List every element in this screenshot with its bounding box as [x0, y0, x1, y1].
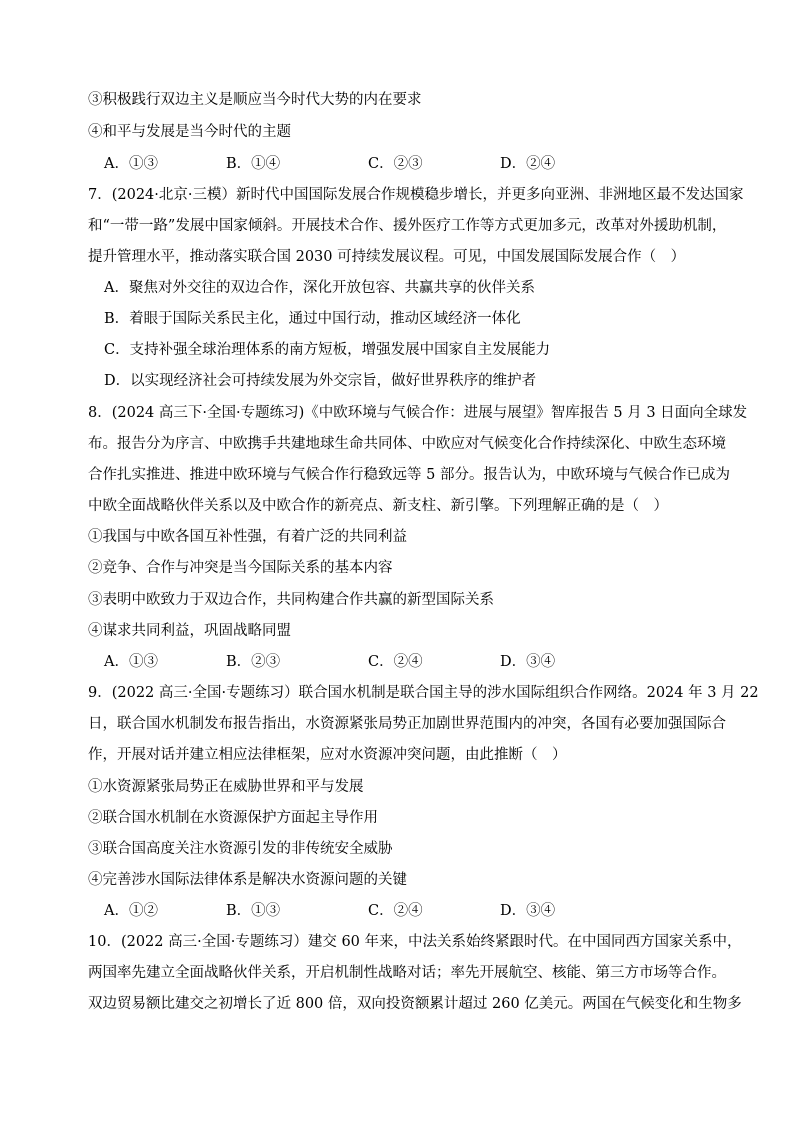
- q7-stem-line-2: 和“一带一路”发展中国家倾斜。开展技术合作、援外医疗工作等方式更加多元，改革对外援助机制，: [88, 218, 727, 234]
- q8-options: [104, 652, 704, 672]
- q9-stem-line-1: 9．(2022 高三·全国·专题练习）联合国水机制是联合国主导的涉水国际组织合作网络。2024 年 3 月 22: [88, 685, 759, 701]
- q9-statement-4: ④完善涉水国际法律体系是解决水资源问题的关键: [88, 872, 407, 888]
- q8-statement-4: ④谋求共同利益，巩固战略同盟: [88, 623, 291, 639]
- q8-option-b[interactable]: B．②③: [226, 654, 281, 670]
- q9-stem-line-2: 日，联合国水机制发布报告指出，水资源紧张局势正加剧世界范围内的冲突，各国有必要加强国际合: [88, 716, 726, 732]
- q6-statement-3: ③积极践行双边主义是顺应当今时代大势的内在要求: [88, 92, 422, 108]
- q8-option-a[interactable]: A．①③: [104, 654, 158, 670]
- q6-option-b[interactable]: B．①④: [226, 156, 281, 172]
- q8-statement-3: ③表明中欧致力于双边合作，共同构建合作共赢的新型国际关系: [88, 592, 494, 608]
- q6-options: [104, 154, 704, 174]
- q9-option-a[interactable]: A．①②: [104, 903, 158, 919]
- q8-stem-line-1: 8．(2024 高三下·全国·专题练习)《中欧环境与气候合作：进展与展望》智库报告 5 月 3 日面向全球发: [88, 405, 748, 421]
- q10-stem-line-3: 双边贸易额比建交之初增长了近 800 倍，双向投资额累计超过 260 亿美元。两国在气候变化和生物多: [88, 996, 742, 1012]
- q8-stem-line-3: 合作扎实推进、推进中欧环境与气候合作行稳致远等 5 部分。报告认为，中欧环境与气候合作已成为: [88, 467, 730, 483]
- q8-option-d[interactable]: D．③④: [500, 654, 556, 670]
- q9-option-b[interactable]: B．①③: [226, 903, 281, 919]
- q9-option-d[interactable]: D．③④: [500, 903, 556, 919]
- q8-stem-line-2: 布。报告分为序言、中欧携手共建地球生命共同体、中欧应对气候变化合作持续深化、中欧生态环境: [88, 436, 726, 452]
- q7-stem-line-1: 7．(2024·北京·三模）新时代中国国际发展合作规模稳步增长，并更多向亚洲、非洲地区最不发达国家: [88, 187, 744, 203]
- q7-option-c[interactable]: C．支持补强全球治理体系的南方短板，增强发展中国家自主发展能力: [104, 342, 551, 358]
- q7-stem-line-3: 提升管理水平，推动落实联合国 2030 可持续发展议程。可见，中国发展国际发展合作（ ）: [88, 249, 686, 265]
- q8-statement-2: ②竞争、合作与冲突是当今国际关系的基本内容: [88, 560, 393, 576]
- q8-stem-line-4: 中欧全面战略伙伴关系以及中欧合作的新亮点、新支柱、新引擎。下列理解正确的是（ ）: [88, 498, 668, 514]
- q6-statement-4: ④和平与发展是当今时代的主题: [88, 124, 291, 140]
- q9-statement-2: ②联合国水机制在水资源保护方面起主导作用: [88, 810, 378, 826]
- q8-option-c[interactable]: C．②④: [368, 654, 423, 670]
- q10-stem-line-1: 10．(2022 高三·全国·专题练习）建交 60 年来，中法关系始终紧跟时代。在中国同西方国家关系中，: [88, 934, 742, 950]
- q6-option-d[interactable]: D．②④: [500, 156, 556, 172]
- q7-option-a[interactable]: A．聚焦对外交往的双边合作，深化开放包容、共赢共享的伙伴关系: [104, 280, 535, 296]
- q10-stem-line-2: 两国率先建立全面战略伙伴关系，开启机制性战略对话；率先开展航空、核能、第三方市场等合作。: [88, 965, 726, 981]
- q9-statement-3: ③联合国高度关注水资源引发的非传统安全威胁: [88, 841, 393, 857]
- q9-options: [104, 901, 704, 921]
- q6-option-c[interactable]: C．②③: [368, 156, 423, 172]
- q9-stem-line-3: 作，开展对话并建立相应法律框架，应对水资源冲突问题，由此推断（ ）: [88, 747, 567, 763]
- q9-option-c[interactable]: C．②④: [368, 903, 423, 919]
- q9-statement-1: ①水资源紧张局势正在威胁世界和平与发展: [88, 779, 364, 795]
- q7-option-d[interactable]: D．以实现经济社会可持续发展为外交宗旨，做好世界秩序的维护者: [104, 373, 537, 389]
- q8-statement-1: ①我国与中欧各国互补性强，有着广泛的共同利益: [88, 529, 407, 545]
- q6-option-a[interactable]: A．①③: [104, 156, 158, 172]
- q7-option-b[interactable]: B．着眼于国际关系民主化，通过中国行动，推动区域经济一体化: [104, 311, 521, 327]
